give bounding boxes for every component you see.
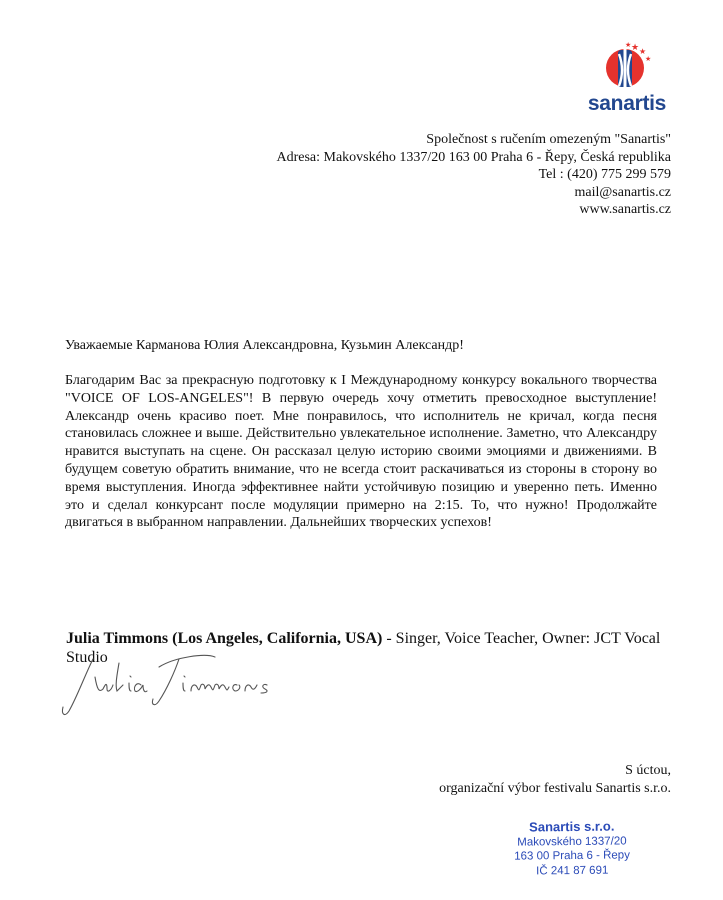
company-email: mail@sanartis.cz	[574, 184, 671, 200]
stamp-title: Sanartis s.r.o.	[529, 818, 615, 835]
closing-organization: organizační výbor festivalu Sanartis s.r.o.	[439, 781, 671, 796]
company-website: www.sanartis.cz	[579, 202, 671, 217]
company-name: Společnost s ručením omezeným "Sanartis"	[426, 132, 671, 147]
svg-text:★: ★	[631, 43, 640, 53]
signatory-name: Julia Timmons (Los Angeles, California, USA)	[66, 630, 383, 647]
svg-text:★: ★	[639, 47, 647, 56]
closing-block	[311, 762, 671, 798]
stamp-city: 163 00 Praha 6 - Řepy	[514, 849, 630, 863]
svg-text:★: ★	[645, 55, 652, 63]
svg-text:★: ★	[625, 41, 632, 49]
sanartis-logo	[581, 38, 671, 118]
letter-greeting: Уважаемые Карманова Юлия Александровна, Кузьмин Александр!	[65, 338, 464, 353]
stamp-id: IČ 241 87 691	[536, 864, 609, 877]
company-address: Adresa: Makovského 1337/20 163 00 Praha 6 - Řepy, Česká republika	[276, 149, 671, 165]
company-stamp	[512, 819, 633, 878]
globe-icon	[601, 40, 653, 92]
letter-body: Благодарим Вас за прекрасную подготовку к I Международному конкурсу вокального творчества "VOICE OF LOS-ANGELES"! В первую очередь хочу отметить превосходное выступление! Александр очень красиво поет. Мне понравилось, что исполнитель не кричал, когда песня становилась сложнее и выше. Действительно увлекательное исполнение. Заметно, что Александру нравится выступать на сцене. Он рассказал целую историю своими эмоциями и движениями. В будущем советую обратить внимание, что не всегда стоит раскачиваться из стороны в сторону во время выступления. Иногда эффективнее найти устойчивую позицию и уверенно петь. Именно это и сделал конкурсант после модуляции примерно на 2:15. То, что нужно! Продолжайте двигаться в выбранном направлении. Дальнейших творческих успехов!	[65, 373, 657, 531]
company-phone: Tel : (420) 775 299 579	[538, 167, 671, 182]
closing-salutation: S úctou,	[625, 763, 671, 778]
signatory-title: - Singer, Voice Teacher, Owner: JCT Vocal Studio	[66, 630, 661, 666]
logo-wordmark: sanartis	[587, 92, 667, 115]
stamp-street: Makovského 1337/20	[517, 834, 627, 849]
company-header	[191, 131, 671, 219]
handwritten-signature	[55, 645, 295, 728]
